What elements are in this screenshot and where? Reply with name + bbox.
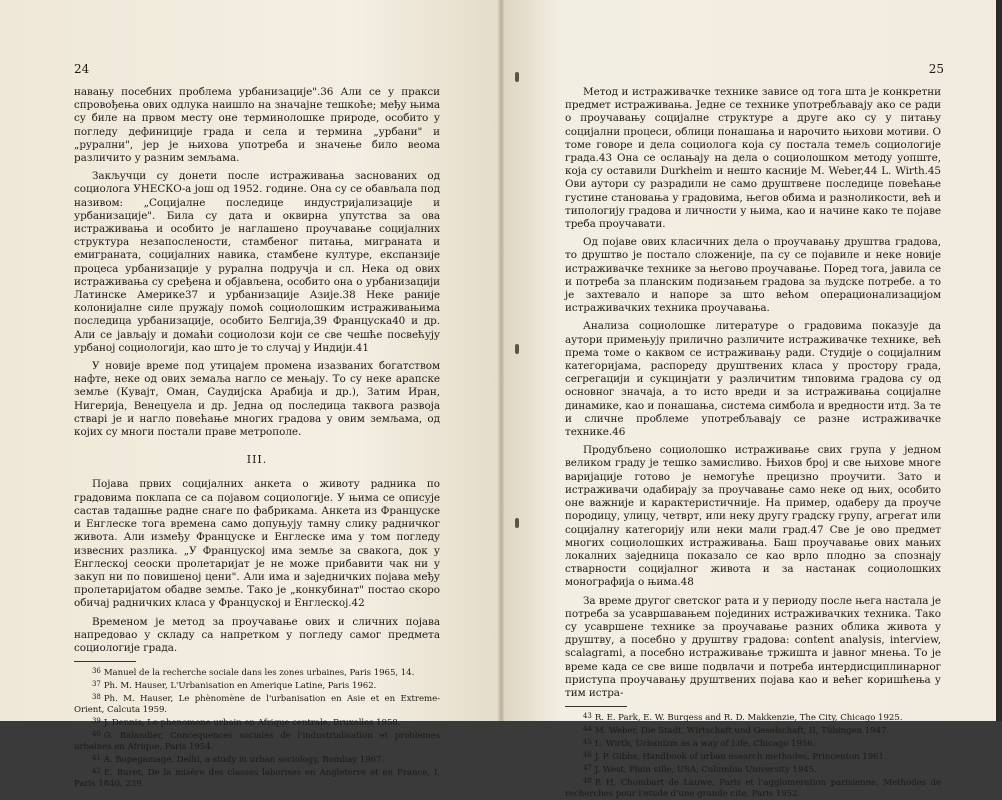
- right-paragraph: Метод и истраживачке технике зависе од тога шта је конкретни предмет истраживања. Једне се технике употребљавају ако се ради о проучавању социјалне структуре а друге ако су у питању социјални процеси, облици понашања и нарочито њихови мотиви. О томе говоре и дела социолога која су постала темељ социологије града.43 Она се ослањају на дела о социолошком методу уопште, која су оставили Durkheim и нешто касније M. Weber,44 L. Wirth.45 Ови аутори су разрадили не само друштвене последице повећање густине становања у градовима, његов обима и разноликости, већ и типологију градова и личности у њима, као и начине како те појаве треба проучавати.: [565, 86, 941, 231]
- footnote: $^{42}$ E. Buret, De la misère des classes laborises en Angleterre et en France, I, Paris 1840, 239.: [74, 767, 440, 790]
- left-paragraph: навању посебних проблема урбанизације".36 Али се у пракси спровођења ових одлука наишло на значајне тешкоће; међу њима су биле на првом месту оне терминолошке природе, особито у погледу дефиниције града и села и термина „урбани" и „рурални", јер је њихова употреба и значење било веома различито у разним земљама.: [74, 86, 440, 165]
- binding-mark: [515, 518, 519, 528]
- page-number-left: 24: [74, 62, 90, 76]
- footnote: $^{45}$ L. Wirth, Urbanizm as a way of Life, Chicago 1956.: [583, 738, 816, 750]
- right-paragraph: За време другог светског рата и у периоду после њега настала је потреба за усавршавањем појединих истраживачких техника. Тако су усавршене технике за проучавање разних облика живота у друштву, а посебно у друштву градова: content analysis, interview, scalagrami, а посебно истраживање тржишта и јавног мнења. То је време када се све више подвлачи и потреба интердисциплинарног приступа проучавању друштвених појава као и већег коришћења у тим истра-: [565, 594, 941, 699]
- left-paragraph: Појава првих социјалних анкета о животу радника по градовима поклапа се са појавом социологије. У њима се описује састав тадашње радне снаге по фабрикама. Анкета из Француске и Енглеске тога времена само допуњују тамну слику радничког живота. Али између Француске и Енглеске има у том погледу извесних разлика. „У Француској има земље за свакога, док у Енглеској сеоски пролетаријат је не може прибавити чак ни у закуп ни по повишеној цени". Али има и заједничких појава међу пролетаријатом обадве земље. Тако је „конкубинат" постао скоро обичај радничких класа у Француској и Енглеској.42: [74, 478, 440, 610]
- left-paragraph: Закључци су донети после истраживања заснованих од социолога УНЕСКО-а још од 1952. године. Она су се обављала под називом: „Социјалне последице индустријализације и урбанизације". Била су дата и оквирна упутства за ова истраживања и особито је наглашено проучавање социјалних структура незапослености, стамбеног питања, миграната и емиграната, социјалних навика, стамбене културе, експанзије процеса урбанизације у рурална подручја и сл. Нека од ових истраживања су сређена и објављена, особито она о урбанизацији Латинске Америке37 и урбанизације Азије.38 Неке раније колонијалне силе пружају помоћ социолошким истраживањима последица урбанизације, особито Белгија,39 Француска40 и др. Али се јављају и домаћи социолози који се све чешће посвећују урбаној социологији, као што је то случај у Индији.41: [74, 170, 440, 354]
- footnote: $^{37}$ Ph. M. Hauser, L'Urbanisation en Amerique Latine, Paris 1962.: [92, 680, 377, 692]
- left-paragraph: У новије време под утицајем промена изазваних богатством нафте, неке од ових земаља нагло се мењају. То су неке арапске земље (Кувајт, Оман, Саудијска Арабија и др.), Затим Иран, Нигерија, Венецуела и др. Једна од последица таквога развоја стварі је и нагло повећање многих градова у овим земљама, од којих су многи постали праве метрополе.: [74, 360, 440, 439]
- footnote: $^{46}$ J. P. Gibbs, Handbook of urban esearch methades, Princenton 1961.: [583, 751, 887, 763]
- left-text-column: [74, 86, 440, 790]
- footnote: $^{44}$ M. Weber, Die Stadt, Wirtschaft und Geselschaft, II, Tübingen 1947.: [583, 725, 889, 737]
- left-paragraph: Временом је метод за проучавање ових и сличних појава напредовао у складу са напретком у погледу самог предмета социологије града.: [74, 615, 440, 654]
- right-text-column: [565, 86, 941, 800]
- footnote: $^{41}$ A. Bopegamage, Delhi, a study in urban sociology, Bombay 1967.: [92, 754, 385, 766]
- section-heading: III.: [246, 453, 268, 467]
- footnote: $^{48}$ P. H. Chombart de Lauwe, Paris et l'agglomeration parisienne, Methodes de recherches pour l'etude d'une grande cite, Paris 1952.: [565, 777, 941, 800]
- page-edge: [996, 0, 1002, 721]
- right-paragraph: Од појаве ових класичних дела о проучавању друштва градова, то друштво је постало сложеније, па су се појавиле и неке новије истраживачке технике за његово проучавање. Поред тога, јавила се и потреба за планским подизањем градова за људске потребе. а то је захтевало и напоре за што већом операционализацијом истраживачких техника проучавања.: [565, 236, 941, 315]
- footnote: $^{40}$ G. Balandier, Concequences sociales de l'industrialisation et problemes urbaines en Afrique, Paris 1954.: [74, 730, 440, 753]
- book-gutter: [498, 0, 504, 721]
- footnote: $^{47}$ J. West, Plain ville, USA, Columbia University 1945.: [583, 764, 817, 776]
- page-number-right: 25: [928, 62, 944, 76]
- right-page: [501, 0, 1002, 800]
- right-paragraph: Продубљено социолошко истраживање свих група у једном великом граду је тешко замисливо. Њихов број и све њихове многе варијације готово је немогуће прецизно проучити. Зато и истраживачи одабирају за проучавање само неке од њих, особито оне важније и карактеристичније. На пример, одаберу да проуче породицу, улицу, четврт, или неку другу градску групу, агрегат или социјалну категорију или неки мали град.47 Све је ово предмет многих социолошких истраживања. Баш проучавање ових мањих локалних заједница показало се као врло плодно за спознају стварности социјалног живота и за настанак социолошких монографија о њима.48: [565, 444, 941, 589]
- left-page: [0, 0, 501, 790]
- right-paragraph: Анализа социолошке литературе о градовима показује да аутори примењују прилично различите истраживачке технике, већ према томе о каквом се истраживању ради. Студије о социјалним категоријама, распореду друштвених класа у простору града, сегрегацији и сукцинјати у различитим типовима градова су од основног значаја, а то исто вреди и за истраживања социјалне динамике, као и понашања, система симбола и вредности итд. За те и сличне проблеме употребљавају се разне истраживачке технике.46: [565, 320, 941, 439]
- binding-mark: [515, 72, 519, 82]
- footnote: $^{43}$ R. E. Park, E. W. Burgess and R. D. Makkenzie, The City, Chicago 1925.: [583, 712, 903, 724]
- footnote: $^{39}$ J. Dennis, Le phenomene urbain en Afrique centrale, Bruxelles 1958.: [92, 717, 401, 729]
- binding-mark: [515, 344, 519, 354]
- footnote-rule: [565, 706, 627, 707]
- footnote: $^{38}$ Ph. M. Hauser, Le phènomène de l'urbanisation en Asie et en Extreme-Orient, Calcuta 1959.: [74, 693, 440, 716]
- footnote-rule: [74, 661, 136, 662]
- footnote: $^{36}$ Manuel de la recherche sociale dans les zones urbaines, Paris 1965, 14.: [92, 667, 415, 679]
